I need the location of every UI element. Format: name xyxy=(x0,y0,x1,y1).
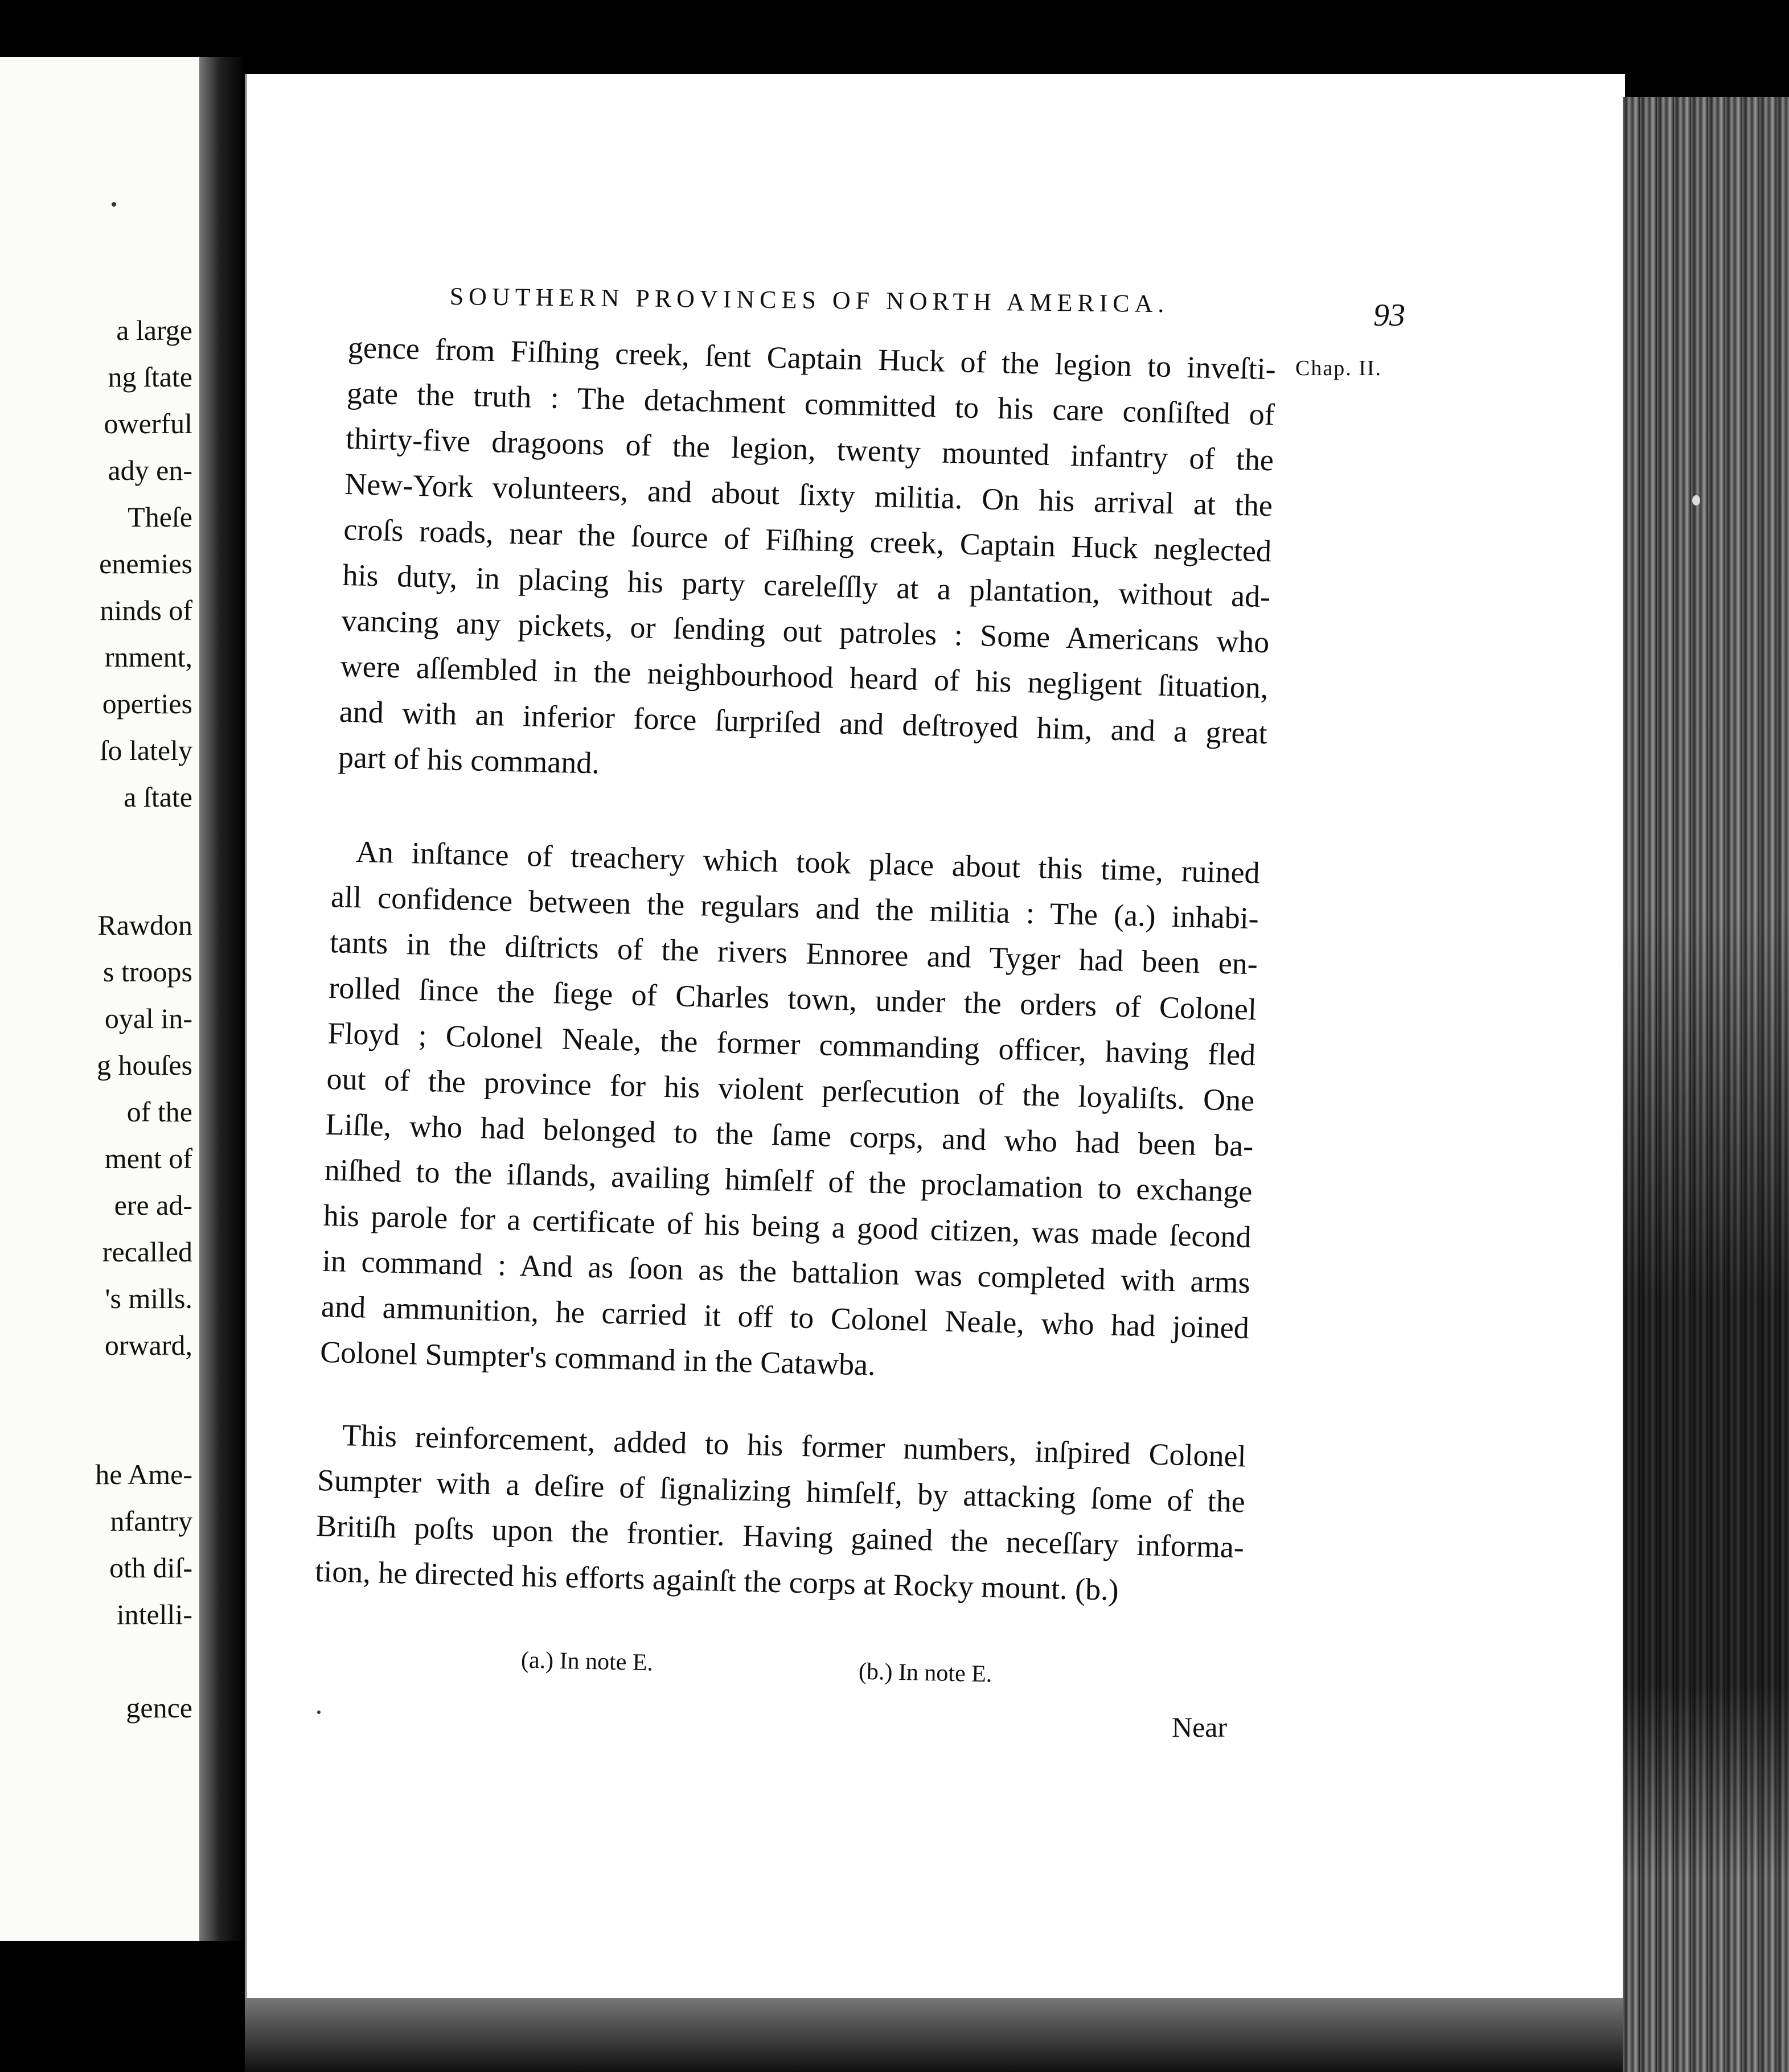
previous-page-line: rnment, xyxy=(104,641,192,673)
previous-page-line: orward, xyxy=(104,1329,192,1361)
paragraph-1 xyxy=(338,324,1276,801)
text-line: thirty-five dragoons of the legion, twenty mounted infantry of the xyxy=(345,421,1274,478)
page-number: 93 xyxy=(1373,298,1405,333)
previous-page-line: enemies xyxy=(99,548,192,579)
text-line: Floyd ; Colonel Neale, the former commanding officer, having fled xyxy=(327,1016,1256,1072)
footnote-a: (a.) In note E. xyxy=(520,1647,654,1676)
previous-page-line: oyal in- xyxy=(104,1002,192,1034)
edge-mark xyxy=(1692,495,1700,505)
previous-page-line: a large xyxy=(116,314,192,346)
previous-page-line: 's mills. xyxy=(105,1282,192,1314)
text-line: and with an inferior force ſurpriſed and deſtroyed him, and a great xyxy=(339,694,1268,751)
text-line: Colonel Sumpter's command in the Catawba. xyxy=(319,1334,876,1382)
previous-page-line: operties xyxy=(102,688,192,720)
previous-page-line: ſo lately xyxy=(100,734,192,766)
previous-page-line: owerful xyxy=(104,408,192,439)
previous-page-line: s troops xyxy=(103,956,192,988)
previous-page-line: of the xyxy=(126,1096,192,1128)
running-head: SOUTHERN PROVINCES OF NORTH AMERICA. xyxy=(449,282,1170,318)
scan-background-top xyxy=(0,0,1789,74)
previous-page-line: he Ame- xyxy=(95,1458,192,1490)
text-line: rolled ſince the ſiege of Charles town, under the orders of Colonel xyxy=(328,970,1257,1027)
ink-speck xyxy=(317,1711,321,1714)
previous-page-line: intelli- xyxy=(116,1598,192,1630)
previous-page-line: ady en- xyxy=(108,454,192,486)
previous-page-line: g houſes xyxy=(96,1049,192,1081)
text-line: tion, he directed his efforts againſt the corps at Rocky mount. (b.) xyxy=(314,1553,1119,1608)
previous-page-line: Theſe xyxy=(128,501,192,533)
text-line: An inſtance of treachery which took place about this time, ruined xyxy=(355,834,1261,890)
chapter-marginal-note: Chap. II. xyxy=(1295,356,1382,380)
text-line: his parole for a certificate of his being a good citizen, was made ſecond xyxy=(323,1198,1252,1255)
previous-page-line: ment of xyxy=(104,1142,192,1174)
footnote-b: (b.) In note E. xyxy=(858,1658,992,1688)
previous-page-line: ninds of xyxy=(100,594,192,626)
book-gutter xyxy=(199,57,245,1941)
previous-page-line: recalled xyxy=(102,1236,192,1268)
text-line: Liſle, who had belonged to the ſame corps, and who had been ba- xyxy=(325,1107,1254,1164)
text-line: niſhed to the iſlands, availing himſelf of the proclamation to exchange xyxy=(324,1152,1253,1209)
ink-speck xyxy=(112,202,116,207)
previous-page-line: a ſtate xyxy=(124,781,192,813)
text-line: and ammunition, he carried it off to Colonel Neale, who had joined xyxy=(321,1289,1250,1346)
text-line: all confidence between the regulars and the militia : The (a.) inhabi- xyxy=(330,879,1259,936)
previous-page-line: Rawdon xyxy=(97,909,192,941)
text-line: Sumpter with a deſire of ſignalizing himſelf, by attacking ſome of the xyxy=(317,1462,1246,1519)
page-bottom-shadow xyxy=(245,1998,1623,2072)
text-line: in command : And as ſoon as the battalion was completed with arms xyxy=(322,1243,1251,1300)
previous-page-line: ere ad- xyxy=(114,1189,192,1221)
text-line: gence from Fiſhing creek, ſent Captain Huck of the legion to inveſti- xyxy=(347,330,1277,387)
previous-page-line: gence xyxy=(126,1692,192,1724)
previous-page-line: nfantry xyxy=(110,1505,192,1537)
text-line: his duty, in placing his party careleſſly at a plantation, without ad- xyxy=(342,557,1271,614)
text-line: part of his command. xyxy=(338,739,600,780)
text-line: This reinforcement, added to his former numbers, inſpired Colonel xyxy=(342,1417,1247,1474)
paragraph-2 xyxy=(319,828,1260,1396)
text-line: croſs roads, near the ſource of Fiſhing creek, Captain Huck neglected xyxy=(343,512,1272,569)
text-line: vancing any pickets, or ſending out patroles : Some Americans who xyxy=(341,603,1270,660)
text-line: were aſſembled in the neighbourhood heard of his negligent ſituation, xyxy=(340,648,1269,705)
fore-edge-shading xyxy=(1623,911,1789,1878)
previous-page-line: ng ſtate xyxy=(108,361,192,393)
text-line: New-York volunteers, and about ſixty militia. On his arrival at the xyxy=(344,466,1273,523)
text-line: gate the truth : The detachment committed to his care conſiſted of xyxy=(346,375,1275,432)
previous-page-line: oth diſ- xyxy=(109,1552,192,1584)
text-line: Britiſh poſts upon the frontier. Having gained the neceſſary informa- xyxy=(315,1508,1245,1565)
paragraph-3 xyxy=(314,1412,1246,1615)
text-line: out of the province for his violent perſecution of the loyaliſts. One xyxy=(326,1061,1255,1118)
text-line: tants in the diſtricts of the rivers Ennoree and Tyger had been en- xyxy=(329,924,1258,981)
catchword: Near xyxy=(1172,1711,1228,1743)
